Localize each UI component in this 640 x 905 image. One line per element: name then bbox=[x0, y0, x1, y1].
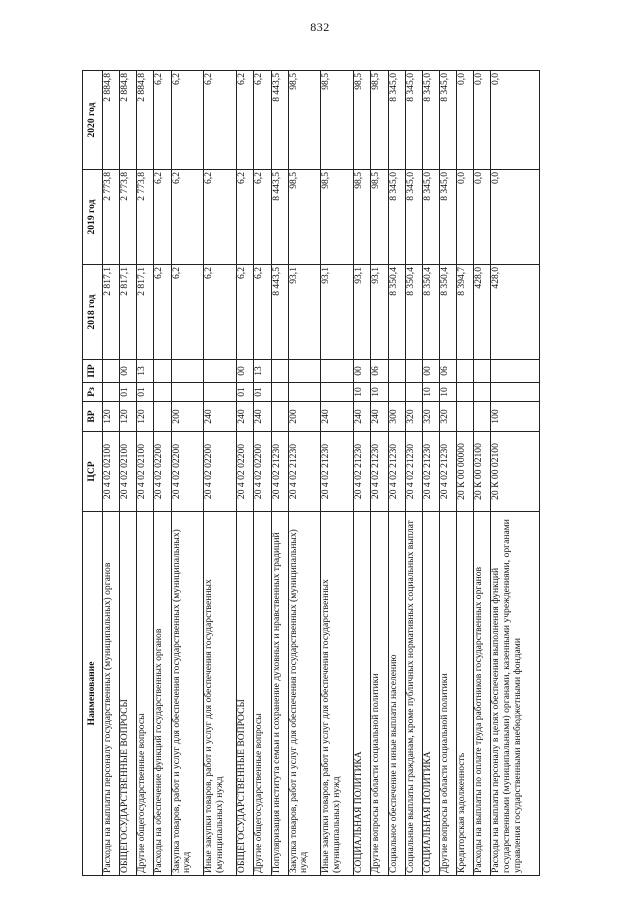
cell-rz: 10 bbox=[371, 383, 388, 402]
cell-2019: 98,5 bbox=[321, 170, 354, 265]
table-row bbox=[171, 71, 204, 876]
cell-name: Социальные выплаты гражданам, кроме публичных нормативных социальных выплат bbox=[405, 512, 422, 876]
cell-2020: 8 345,0 bbox=[405, 71, 422, 170]
cell-2020: 2 884,8 bbox=[120, 71, 137, 170]
cell-name: Другие общегосударственные вопросы bbox=[137, 512, 154, 876]
cell-pr bbox=[171, 360, 204, 383]
cell-tsr: 20 4 02 02200 bbox=[254, 432, 271, 512]
cell-vr bbox=[271, 402, 288, 432]
cell-2020: 8 345,0 bbox=[422, 71, 439, 170]
page-number: 832 bbox=[310, 20, 330, 34]
cell-2018: 93,1 bbox=[288, 265, 321, 360]
table-row bbox=[422, 71, 439, 876]
cell-2020: 98,5 bbox=[354, 71, 371, 170]
cell-rz bbox=[154, 383, 171, 402]
cell-2020: 2 884,8 bbox=[103, 71, 120, 170]
cell-2018: 6,2 bbox=[204, 265, 237, 360]
table-row bbox=[137, 71, 154, 876]
cell-2018: 2 817,1 bbox=[137, 265, 154, 360]
cell-2019: 6,2 bbox=[171, 170, 204, 265]
cell-2018: 428,0 bbox=[491, 265, 540, 360]
cell-rz bbox=[457, 383, 474, 402]
cell-rz bbox=[491, 383, 540, 402]
cell-2018: 6,2 bbox=[237, 265, 254, 360]
cell-2018: 6,2 bbox=[154, 265, 171, 360]
cell-vr: 200 bbox=[171, 402, 204, 432]
cell-2018: 8 443,5 bbox=[271, 265, 288, 360]
cell-vr: 240 bbox=[204, 402, 237, 432]
cell-name: Иные закупки товаров, работ и услуг для обеспечения государственных (муниципальных) нужд bbox=[204, 512, 237, 876]
cell-name: ОБЩЕГОСУДАРСТВЕННЫЕ ВОПРОСЫ bbox=[120, 512, 137, 876]
cell-2019: 2 773,8 bbox=[103, 170, 120, 265]
cell-vr bbox=[474, 402, 491, 432]
cell-tsr: 20 4 02 21230 bbox=[371, 432, 388, 512]
cell-name: Закупка товаров, работ и услуг для обеспечения государственных (муниципальных) нужд bbox=[171, 512, 204, 876]
table-row bbox=[120, 71, 137, 876]
cell-name: Расходы на выплаты по оплате труда работников государственных органов bbox=[474, 512, 491, 876]
header-2019: 2019 год bbox=[83, 170, 103, 265]
cell-tsr: 20 4 02 02200 bbox=[237, 432, 254, 512]
cell-vr: 120 bbox=[120, 402, 137, 432]
cell-2020: 98,5 bbox=[321, 71, 354, 170]
header-rz: Рз bbox=[83, 383, 103, 402]
cell-2019: 2 773,8 bbox=[120, 170, 137, 265]
header-2018: 2018 год bbox=[83, 265, 103, 360]
cell-2020: 98,5 bbox=[371, 71, 388, 170]
cell-vr bbox=[457, 402, 474, 432]
table-row bbox=[491, 71, 540, 876]
cell-pr: 13 bbox=[254, 360, 271, 383]
table-row bbox=[154, 71, 171, 876]
cell-2020: 98,5 bbox=[288, 71, 321, 170]
table-row bbox=[271, 71, 288, 876]
cell-tsr: 20 4 02 02100 bbox=[137, 432, 154, 512]
cell-name: Иные закупки товаров, работ и услуг для обеспечения государственных (муниципальных) нужд bbox=[321, 512, 354, 876]
cell-2019: 8 443,5 bbox=[271, 170, 288, 265]
cell-tsr: 20 К 00 02100 bbox=[491, 432, 540, 512]
cell-pr bbox=[204, 360, 237, 383]
cell-rz bbox=[103, 383, 120, 402]
cell-vr: 120 bbox=[103, 402, 120, 432]
cell-rz: 10 bbox=[354, 383, 371, 402]
cell-rz bbox=[271, 383, 288, 402]
cell-pr bbox=[405, 360, 422, 383]
cell-tsr: 20 4 02 02200 bbox=[171, 432, 204, 512]
cell-rz bbox=[204, 383, 237, 402]
cell-2019: 8 345,0 bbox=[405, 170, 422, 265]
cell-tsr: 20 4 02 02100 bbox=[120, 432, 137, 512]
cell-2018: 2 817,1 bbox=[103, 265, 120, 360]
cell-vr: 200 bbox=[288, 402, 321, 432]
cell-pr: 13 bbox=[137, 360, 154, 383]
table-row bbox=[474, 71, 491, 876]
cell-tsr: 20 4 02 21230 bbox=[288, 432, 321, 512]
cell-rz bbox=[171, 383, 204, 402]
cell-2018: 6,2 bbox=[171, 265, 204, 360]
table-row bbox=[103, 71, 120, 876]
cell-vr: 240 bbox=[321, 402, 354, 432]
header-vr: ВР bbox=[83, 402, 103, 432]
cell-pr bbox=[271, 360, 288, 383]
cell-rz: 01 bbox=[254, 383, 271, 402]
cell-name: Популяризация института семьи и сохранение духовных и нравственных традиций bbox=[271, 512, 288, 876]
cell-tsr: 20 4 02 21230 bbox=[321, 432, 354, 512]
cell-2020: 2 884,8 bbox=[137, 71, 154, 170]
cell-2018: 6,2 bbox=[254, 265, 271, 360]
cell-rz bbox=[288, 383, 321, 402]
cell-pr: 06 bbox=[371, 360, 388, 383]
cell-vr: 300 bbox=[388, 402, 405, 432]
cell-pr bbox=[103, 360, 120, 383]
cell-pr: 00 bbox=[237, 360, 254, 383]
cell-tsr: 20 4 02 02100 bbox=[103, 432, 120, 512]
cell-tsr: 20 К 00 02100 bbox=[474, 432, 491, 512]
cell-rz: 10 bbox=[422, 383, 439, 402]
table-row bbox=[254, 71, 271, 876]
cell-name: Другие общегосударственные вопросы bbox=[254, 512, 271, 876]
header-2020: 2020 год bbox=[83, 71, 103, 170]
cell-2019: 6,2 bbox=[254, 170, 271, 265]
cell-2020: 8 345,0 bbox=[388, 71, 405, 170]
cell-2020: 6,2 bbox=[171, 71, 204, 170]
cell-2018: 428,0 bbox=[474, 265, 491, 360]
rotated-table-container bbox=[82, 71, 540, 876]
cell-2019: 98,5 bbox=[288, 170, 321, 265]
cell-rz bbox=[474, 383, 491, 402]
cell-2020: 6,2 bbox=[154, 71, 171, 170]
cell-2020: 0,0 bbox=[457, 71, 474, 170]
table-row bbox=[354, 71, 371, 876]
cell-rz bbox=[405, 383, 422, 402]
cell-2019: 0,0 bbox=[474, 170, 491, 265]
cell-vr: 240 bbox=[254, 402, 271, 432]
cell-rz: 01 bbox=[120, 383, 137, 402]
cell-rz: 10 bbox=[440, 383, 457, 402]
cell-name: Расходы на выплаты персоналу государственных (муниципальных) органов bbox=[103, 512, 120, 876]
cell-name: ОБЩЕГОСУДАРСТВЕННЫЕ ВОПРОСЫ bbox=[237, 512, 254, 876]
cell-tsr: 20 4 02 21230 bbox=[388, 432, 405, 512]
cell-2020: 6,2 bbox=[204, 71, 237, 170]
table-row bbox=[204, 71, 237, 876]
cell-2019: 98,5 bbox=[354, 170, 371, 265]
cell-pr: 06 bbox=[440, 360, 457, 383]
cell-2020: 8 443,5 bbox=[271, 71, 288, 170]
table-row bbox=[321, 71, 354, 876]
cell-2018: 2 817,1 bbox=[120, 265, 137, 360]
cell-2018: 93,1 bbox=[371, 265, 388, 360]
cell-2018: 8 350,4 bbox=[388, 265, 405, 360]
cell-name: Социальное обеспечение и иные выплаты населению bbox=[388, 512, 405, 876]
cell-name: Другие вопросы в области социальной политики bbox=[371, 512, 388, 876]
cell-tsr: 20 4 02 02200 bbox=[154, 432, 171, 512]
cell-pr bbox=[474, 360, 491, 383]
cell-pr bbox=[288, 360, 321, 383]
cell-tsr: 20 4 02 02200 bbox=[204, 432, 237, 512]
table-body bbox=[103, 71, 540, 876]
cell-vr: 240 bbox=[354, 402, 371, 432]
cell-name: СОЦИАЛЬНАЯ ПОЛИТИКА bbox=[354, 512, 371, 876]
cell-vr: 100 bbox=[491, 402, 540, 432]
cell-2019: 2 773,8 bbox=[137, 170, 154, 265]
cell-pr: 00 bbox=[422, 360, 439, 383]
cell-2020: 6,2 bbox=[237, 71, 254, 170]
cell-2020: 6,2 bbox=[254, 71, 271, 170]
cell-rz bbox=[388, 383, 405, 402]
cell-2019: 6,2 bbox=[204, 170, 237, 265]
cell-2018: 8 394,7 bbox=[457, 265, 474, 360]
cell-pr bbox=[491, 360, 540, 383]
cell-2018: 8 350,4 bbox=[405, 265, 422, 360]
cell-2020: 0,0 bbox=[491, 71, 540, 170]
cell-pr bbox=[457, 360, 474, 383]
cell-2018: 8 350,4 bbox=[440, 265, 457, 360]
cell-tsr: 20 4 02 21230 bbox=[405, 432, 422, 512]
cell-name: Расходы на выплаты персоналу в целях обеспечения выполнения функций государственными (муниципальными) органами, казенными учреждениями, органами управления государственными внебюджетными фондами bbox=[491, 512, 540, 876]
cell-2019: 6,2 bbox=[237, 170, 254, 265]
cell-2019: 8 345,0 bbox=[422, 170, 439, 265]
cell-pr: 00 bbox=[120, 360, 137, 383]
table-header-row bbox=[83, 71, 103, 876]
cell-pr bbox=[154, 360, 171, 383]
cell-tsr: 20 4 02 21230 bbox=[354, 432, 371, 512]
cell-name: Другие вопросы в области социальной политики bbox=[440, 512, 457, 876]
cell-vr: 320 bbox=[422, 402, 439, 432]
cell-vr: 320 bbox=[440, 402, 457, 432]
table-row bbox=[405, 71, 422, 876]
cell-2020: 8 345,0 bbox=[440, 71, 457, 170]
budget-table bbox=[82, 70, 540, 876]
cell-2019: 8 345,0 bbox=[388, 170, 405, 265]
cell-name: Кредиторская задолженность bbox=[457, 512, 474, 876]
cell-tsr: 20 4 02 21230 bbox=[440, 432, 457, 512]
cell-tsr: 20 4 02 21230 bbox=[422, 432, 439, 512]
table-row bbox=[288, 71, 321, 876]
cell-2018: 93,1 bbox=[354, 265, 371, 360]
cell-pr: 00 bbox=[354, 360, 371, 383]
cell-rz bbox=[321, 383, 354, 402]
cell-vr: 240 bbox=[371, 402, 388, 432]
cell-2019: 98,5 bbox=[371, 170, 388, 265]
cell-2018: 8 350,4 bbox=[422, 265, 439, 360]
cell-rz: 01 bbox=[137, 383, 154, 402]
header-tsr: ЦСР bbox=[83, 432, 103, 512]
cell-2020: 0,0 bbox=[474, 71, 491, 170]
cell-rz: 01 bbox=[237, 383, 254, 402]
cell-name: СОЦИАЛЬНАЯ ПОЛИТИКА bbox=[422, 512, 439, 876]
cell-vr: 240 bbox=[237, 402, 254, 432]
table-row bbox=[440, 71, 457, 876]
cell-vr: 320 bbox=[405, 402, 422, 432]
header-pr: ПР bbox=[83, 360, 103, 383]
cell-name: Расходы на обеспечение функций государственных органов bbox=[154, 512, 171, 876]
cell-tsr: 20 4 02 21230 bbox=[271, 432, 288, 512]
cell-2019: 0,0 bbox=[457, 170, 474, 265]
cell-2019: 8 345,0 bbox=[440, 170, 457, 265]
table-row bbox=[457, 71, 474, 876]
table-row bbox=[371, 71, 388, 876]
header-name: Наименование bbox=[83, 512, 103, 876]
cell-2018: 93,1 bbox=[321, 265, 354, 360]
cell-name: Закупка товаров, работ и услуг для обеспечения государственных (муниципальных) нужд bbox=[288, 512, 321, 876]
cell-vr: 120 bbox=[137, 402, 154, 432]
cell-vr bbox=[154, 402, 171, 432]
table-row bbox=[237, 71, 254, 876]
cell-tsr: 20 К 00 00000 bbox=[457, 432, 474, 512]
table-row bbox=[388, 71, 405, 876]
cell-2019: 0,0 bbox=[491, 170, 540, 265]
cell-pr bbox=[388, 360, 405, 383]
cell-2019: 6,2 bbox=[154, 170, 171, 265]
cell-pr bbox=[321, 360, 354, 383]
